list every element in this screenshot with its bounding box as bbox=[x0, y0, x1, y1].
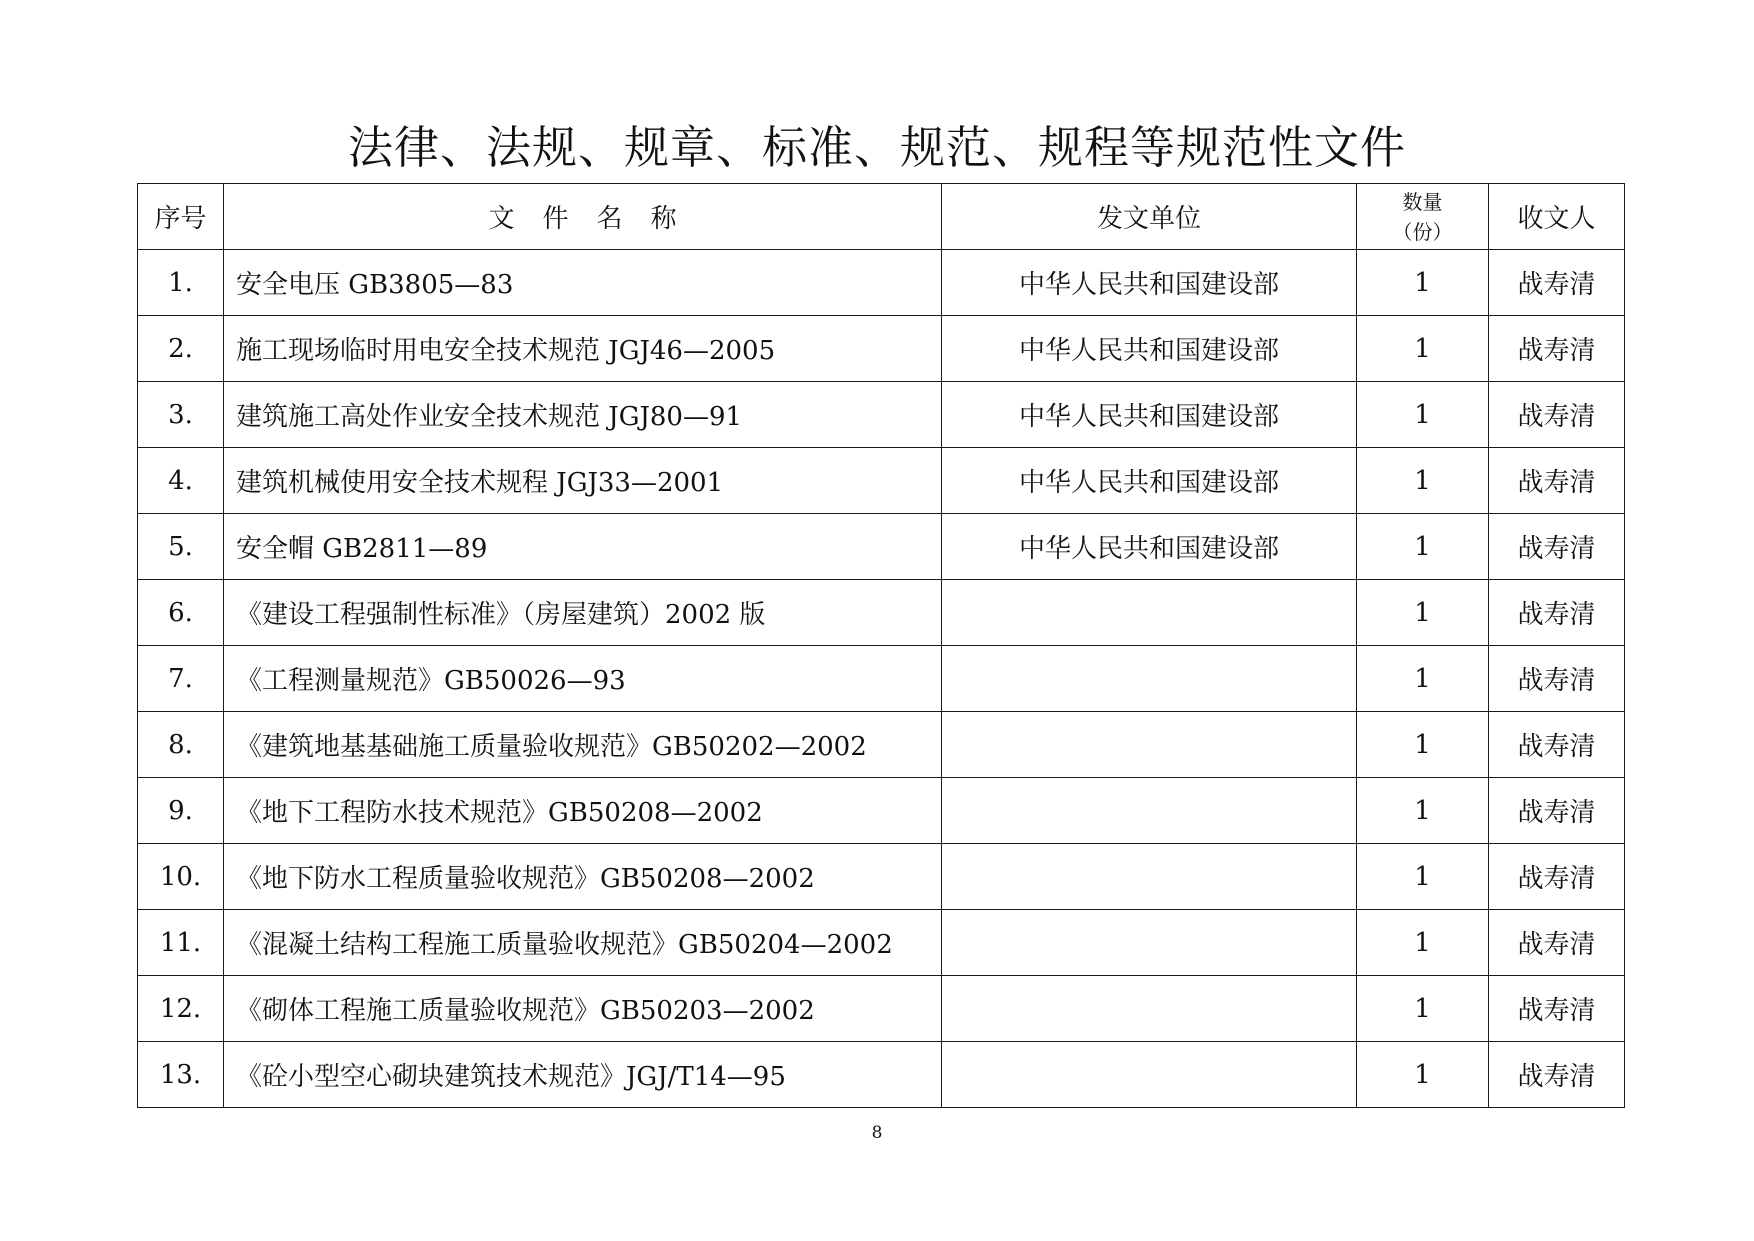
row-seq: 13. bbox=[138, 1042, 224, 1108]
table-row bbox=[138, 250, 1625, 316]
row-receiver: 战寿清 bbox=[1489, 316, 1625, 382]
row-issuing-unit: 中华人民共和国建设部 bbox=[942, 514, 1357, 580]
row-receiver: 战寿清 bbox=[1489, 712, 1625, 778]
row-quantity: 1 bbox=[1357, 712, 1489, 778]
row-seq: 7. bbox=[138, 646, 224, 712]
documents-table bbox=[137, 183, 1625, 1108]
row-issuing-unit bbox=[942, 778, 1357, 844]
row-document-name: 《混凝土结构工程施工质量验收规范》GB50204—2002 bbox=[224, 910, 942, 976]
row-document-name: 安全帽 GB2811—89 bbox=[224, 514, 942, 580]
row-issuing-unit: 中华人民共和国建设部 bbox=[942, 448, 1357, 514]
page-title: 法律、法规、规章、标准、规范、规程等规范性文件 bbox=[347, 121, 1406, 174]
row-receiver: 战寿清 bbox=[1489, 646, 1625, 712]
row-issuing-unit: 中华人民共和国建设部 bbox=[942, 382, 1357, 448]
row-seq: 8. bbox=[138, 712, 224, 778]
row-issuing-unit bbox=[942, 976, 1357, 1042]
row-seq: 10. bbox=[138, 844, 224, 910]
row-issuing-unit bbox=[942, 1042, 1357, 1108]
row-issuing-unit bbox=[942, 580, 1357, 646]
table-row bbox=[138, 514, 1625, 580]
row-seq: 11. bbox=[138, 910, 224, 976]
row-quantity: 1 bbox=[1357, 514, 1489, 580]
row-document-name: 《地下工程防水技术规范》GB50208—2002 bbox=[224, 778, 942, 844]
row-receiver: 战寿清 bbox=[1489, 448, 1625, 514]
table-row bbox=[138, 976, 1625, 1042]
table-header-row bbox=[138, 184, 1625, 250]
table-row bbox=[138, 580, 1625, 646]
row-document-name: 《建筑地基基础施工质量验收规范》GB50202—2002 bbox=[224, 712, 942, 778]
row-seq: 3. bbox=[138, 382, 224, 448]
row-document-name: 《工程测量规范》GB50026—93 bbox=[224, 646, 942, 712]
row-document-name: 《砼小型空心砌块建筑技术规范》JGJ/T14—95 bbox=[224, 1042, 942, 1108]
row-quantity: 1 bbox=[1357, 1042, 1489, 1108]
row-seq: 1. bbox=[138, 250, 224, 316]
table-row bbox=[138, 910, 1625, 976]
header-qty-line1: 数量 bbox=[1402, 189, 1443, 214]
row-receiver: 战寿清 bbox=[1489, 910, 1625, 976]
row-receiver: 战寿清 bbox=[1489, 976, 1625, 1042]
row-issuing-unit bbox=[942, 844, 1357, 910]
row-document-name: 《建设工程强制性标准》（房屋建筑）2002 版 bbox=[224, 580, 942, 646]
row-receiver: 战寿清 bbox=[1489, 778, 1625, 844]
row-document-name: 施工现场临时用电安全技术规范 JGJ46—2005 bbox=[224, 316, 942, 382]
table-row bbox=[138, 646, 1625, 712]
table-row bbox=[138, 448, 1625, 514]
table-body bbox=[138, 250, 1625, 1108]
row-quantity: 1 bbox=[1357, 646, 1489, 712]
table-row bbox=[138, 316, 1625, 382]
row-issuing-unit bbox=[942, 646, 1357, 712]
table-row bbox=[138, 1042, 1625, 1108]
row-quantity: 1 bbox=[1357, 448, 1489, 514]
row-document-name: 安全电压 GB3805—83 bbox=[224, 250, 942, 316]
header-qty-label bbox=[1393, 187, 1453, 247]
table-row bbox=[138, 844, 1625, 910]
row-issuing-unit: 中华人民共和国建设部 bbox=[942, 250, 1357, 316]
row-receiver: 战寿清 bbox=[1489, 250, 1625, 316]
row-seq: 5. bbox=[138, 514, 224, 580]
header-receiver: 收文人 bbox=[1489, 184, 1625, 250]
row-quantity: 1 bbox=[1357, 316, 1489, 382]
header-name: 文件名称 bbox=[224, 184, 942, 250]
row-seq: 12. bbox=[138, 976, 224, 1042]
row-seq: 2. bbox=[138, 316, 224, 382]
row-receiver: 战寿清 bbox=[1489, 844, 1625, 910]
row-quantity: 1 bbox=[1357, 976, 1489, 1042]
row-quantity: 1 bbox=[1357, 844, 1489, 910]
row-seq: 9. bbox=[138, 778, 224, 844]
row-seq: 4. bbox=[138, 448, 224, 514]
table-row bbox=[138, 778, 1625, 844]
row-document-name: 建筑施工高处作业安全技术规范 JGJ80—91 bbox=[224, 382, 942, 448]
row-document-name: 《地下防水工程质量验收规范》GB50208—2002 bbox=[224, 844, 942, 910]
row-issuing-unit: 中华人民共和国建设部 bbox=[942, 316, 1357, 382]
row-document-name: 建筑机械使用安全技术规程 JGJ33—2001 bbox=[224, 448, 942, 514]
row-receiver: 战寿清 bbox=[1489, 514, 1625, 580]
row-issuing-unit bbox=[942, 910, 1357, 976]
row-receiver: 战寿清 bbox=[1489, 382, 1625, 448]
row-receiver: 战寿清 bbox=[1489, 1042, 1625, 1108]
page-number: 8 bbox=[871, 1123, 883, 1143]
row-receiver: 战寿清 bbox=[1489, 580, 1625, 646]
row-quantity: 1 bbox=[1357, 580, 1489, 646]
table-row bbox=[138, 712, 1625, 778]
row-quantity: 1 bbox=[1357, 250, 1489, 316]
row-document-name: 《砌体工程施工质量验收规范》GB50203—2002 bbox=[224, 976, 942, 1042]
table-row bbox=[138, 382, 1625, 448]
header-seq: 序号 bbox=[138, 184, 224, 250]
row-seq: 6. bbox=[138, 580, 224, 646]
row-quantity: 1 bbox=[1357, 910, 1489, 976]
row-issuing-unit bbox=[942, 712, 1357, 778]
header-qty bbox=[1357, 184, 1489, 250]
row-quantity: 1 bbox=[1357, 778, 1489, 844]
header-unit: 发文单位 bbox=[942, 184, 1357, 250]
row-quantity: 1 bbox=[1357, 382, 1489, 448]
header-qty-line2: （份） bbox=[1392, 219, 1453, 244]
